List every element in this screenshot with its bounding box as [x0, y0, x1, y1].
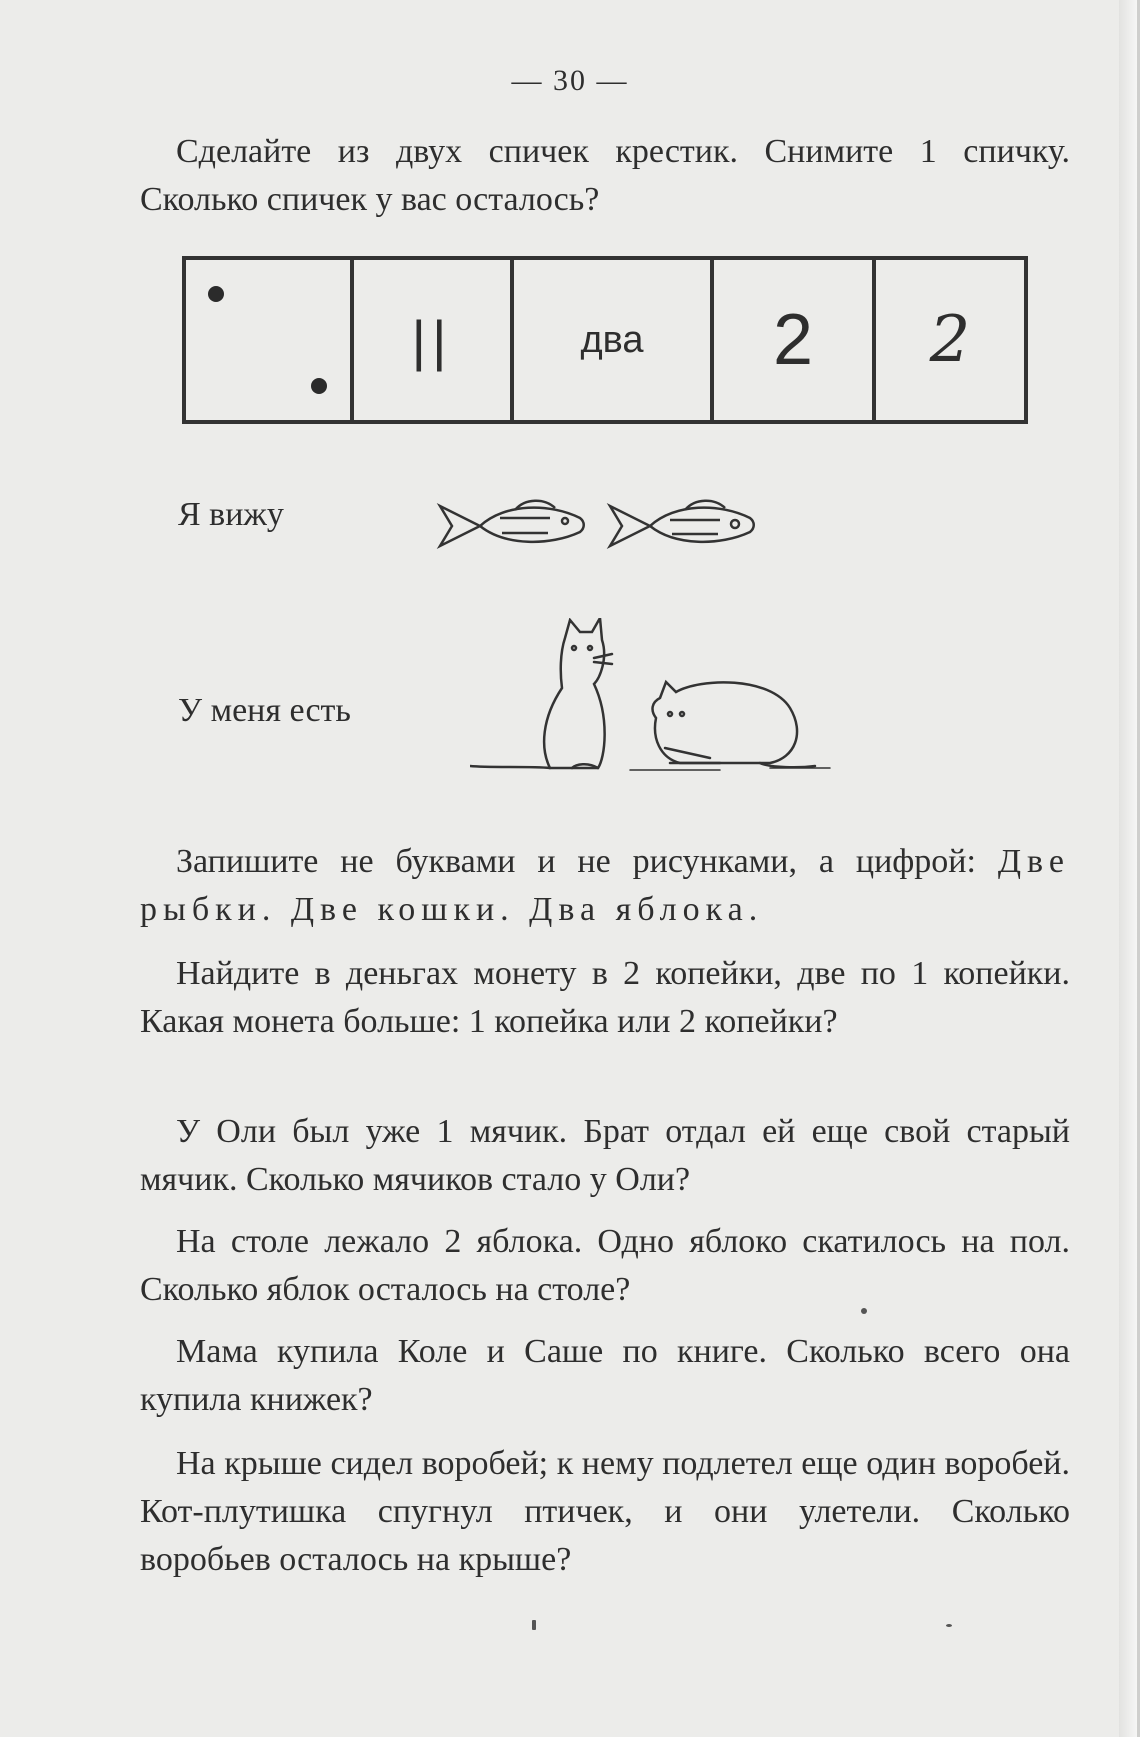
write-digits-paragraph	[140, 838, 1070, 934]
write-digits-text: Запишите не буквами и не рисунками, а цифрой:	[176, 843, 998, 880]
dot-icon	[311, 378, 327, 394]
lying-cat-icon	[653, 682, 815, 767]
number-two-table	[182, 256, 1028, 424]
apples-paragraph	[140, 1218, 1070, 1314]
fish-icon	[610, 501, 754, 546]
sparrows-paragraph	[140, 1440, 1070, 1584]
two-fish-icon	[420, 488, 760, 558]
balls-text: У Оли был уже 1 мячик. Брат отдал ей еще свой старый мячик. Сколько мячиков стало у Оли?	[140, 1113, 1070, 1198]
dots-cell	[186, 260, 354, 420]
sitting-cat-icon	[470, 618, 612, 768]
word-cell: два	[514, 260, 714, 420]
two-cats-icon	[470, 618, 850, 788]
sticks-cell: ||	[354, 260, 514, 420]
intro-text: Сделайте из двух спичек крестик. Снимите 1 спичку. Сколько спичек у вас осталось?	[140, 133, 1070, 218]
balls-paragraph	[140, 1108, 1070, 1204]
i-have-label: У меня есть	[178, 692, 351, 729]
intro-paragraph	[140, 128, 1070, 224]
fish-icon	[440, 501, 584, 546]
books-text: Мама купила Коле и Саше по книге. Сколько всего она купила книжек?	[140, 1333, 1070, 1418]
scan-speck	[532, 1620, 536, 1630]
books-paragraph	[140, 1328, 1070, 1424]
page-edge	[1119, 0, 1137, 1737]
sparrows-text: На крыше сидел воробей; к нему подлетел еще один воробей. Кот-плутишка спугнул птичек, и они улетели. Сколько воробьев осталось на крыше?	[140, 1445, 1070, 1578]
i-see-label: Я вижу	[178, 496, 284, 533]
apples-text: На столе лежало 2 яблока. Одно яблоко скатилось на пол. Сколько яблок осталось на столе?	[140, 1223, 1070, 1308]
scan-speck	[861, 1308, 867, 1314]
dot-icon	[208, 286, 224, 302]
coins-text: Найдите в деньгах монету в 2 копейки, две по 1 копейки. Какая монета больше: 1 копейка или 2 копейки?	[140, 955, 1070, 1040]
digit-cell: 2	[714, 260, 876, 420]
page-number: — 30 —	[511, 64, 629, 97]
scan-speck	[946, 1624, 952, 1627]
handwritten-digit-cell: 2	[929, 303, 971, 377]
spaced-phrases: Две рыбки. Две кошки. Два яблока.	[140, 843, 1070, 928]
coins-paragraph	[140, 950, 1070, 1046]
